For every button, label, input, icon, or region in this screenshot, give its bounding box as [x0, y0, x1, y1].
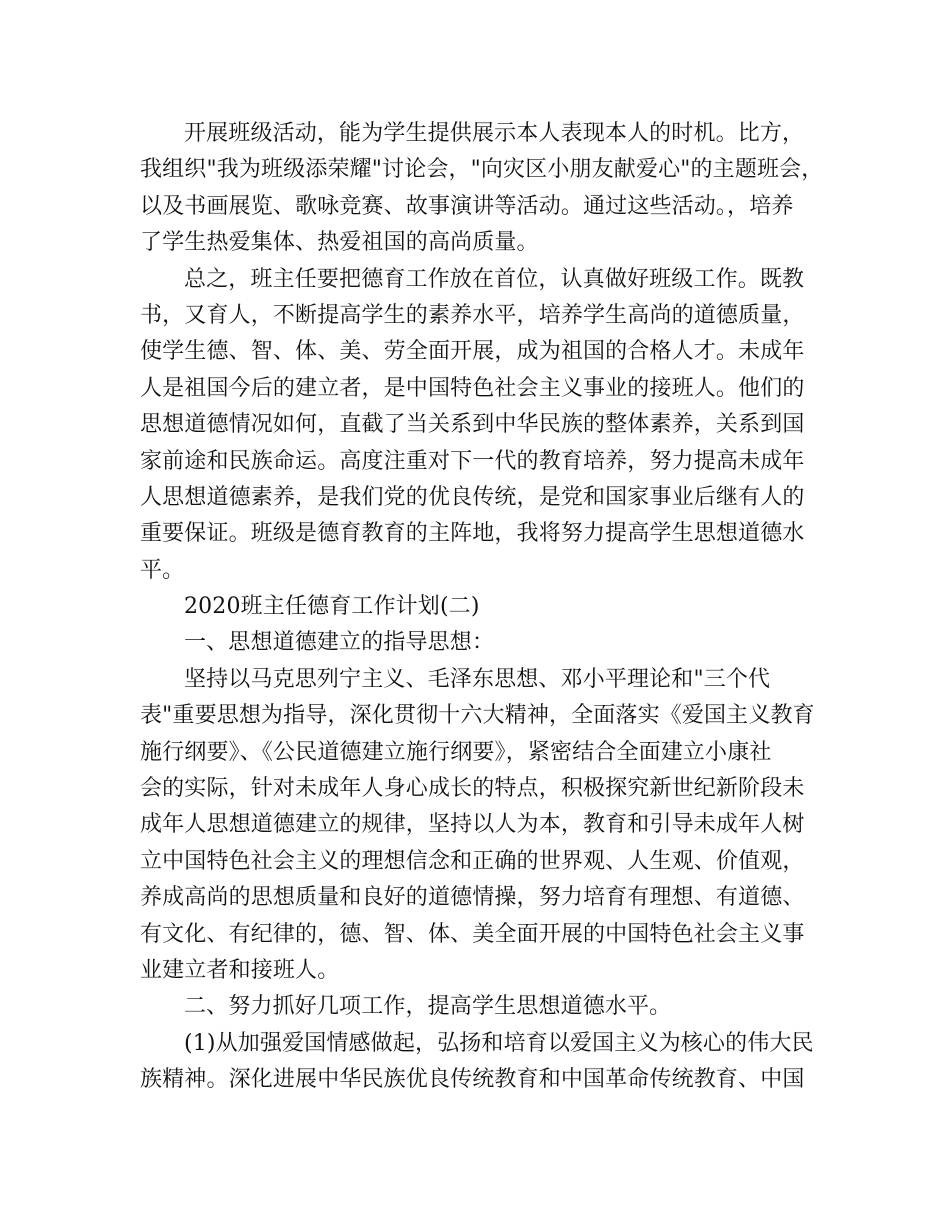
paragraph-3-line-9: 业建立者和接班人。	[140, 957, 340, 983]
paragraph-3-line-8: 有文化、有纪律的，德、智、体、美全面开展的中国特色社会主义事	[140, 921, 805, 947]
paragraph-2-line-5: 思想道德情况如何，直截了当关系到中华民族的整体素养，关系到国	[140, 412, 805, 438]
paragraph-4-line-1: (1)从加强爱国情感做起，弘扬和培育以爱国主义为核心的伟大民	[184, 1030, 814, 1056]
paragraph-2-line-3: 使学生德、智、体、美、劳全面开展，成为祖国的合格人才。未成年	[140, 339, 805, 365]
paragraph-3-line-1: 坚持以马克思列宁主义、毛泽东思想、邓小平理论和"三个代	[184, 666, 771, 692]
paragraph-3-line-5: 成年人思想道德建立的规律，坚持以人为本，教育和引导未成年人树	[140, 812, 805, 838]
paragraph-1-line-2: 我组织"我为班级添荣耀"讨论会，"向灾区小朋友献爱心"的主题班会，	[140, 157, 824, 183]
document-title: 2020班主任德育工作计划(二)	[184, 594, 480, 620]
paragraph-2-line-9: 平。	[140, 557, 185, 583]
paragraph-2-line-7: 人思想道德素养，是我们党的优良传统，是党和国家事业后继有人的	[140, 484, 805, 510]
paragraph-1-line-3: 以及书画展览、歌咏竞赛、故事演讲等活动。通过这些活动。，培养	[140, 193, 794, 219]
document-body	[140, 116, 824, 1099]
paragraph-2-line-6: 家前途和民族命运。高度注重对下一代的教育培养，努力提高未成年	[140, 448, 805, 474]
section-1-heading: 一、思想道德建立的指导思想：	[184, 630, 495, 656]
paragraph-3-line-2: 表"重要思想为指导，深化贯彻十六大精神，全面落实《爱国主义教育	[140, 703, 815, 729]
paragraph-1-line-4: 了学生热爱集体、热爱祖国的高尚质量。	[140, 230, 539, 256]
paragraph-2-line-2: 书，又育人，不断提高学生的素养水平，培养学生高尚的道德质量，	[140, 302, 805, 328]
paragraph-2-line-1: 总之，班主任要把德育工作放在首位，认真做好班级工作。既教	[184, 266, 805, 292]
paragraph-3-line-7: 养成高尚的思想质量和良好的道德情操，努力培育有理想、有道德、	[140, 885, 805, 911]
paragraph-3-line-3: 施行纲要》、《公民道德建立施行纲要》，紧密结合全面建立小康社	[140, 739, 772, 765]
section-2-heading: 二、努力抓好几项工作，提高学生思想道德水平。	[184, 994, 672, 1020]
paragraph-2-line-8: 重要保证。班级是德育教育的主阵地，我将努力提高学生思想道德水	[140, 521, 805, 547]
paragraph-2-line-4: 人是祖国今后的建立者，是中国特色社会主义事业的接班人。他们的	[140, 375, 805, 401]
paragraph-1-line-1: 开展班级活动，能为学生提供展示本人表现本人的时机。比方，	[184, 121, 805, 146]
paragraph-3-line-4: 会的实际，针对未成年人身心成长的特点，积极探究新世纪新阶段未	[140, 776, 805, 802]
paragraph-3-line-6: 立中国特色社会主义的理想信念和正确的世界观、人生观、价值观，	[140, 848, 805, 874]
paragraph-4-line-2: 族精神。深化进展中华民族优良传统教育和中国革命传统教育、中国	[140, 1067, 805, 1093]
